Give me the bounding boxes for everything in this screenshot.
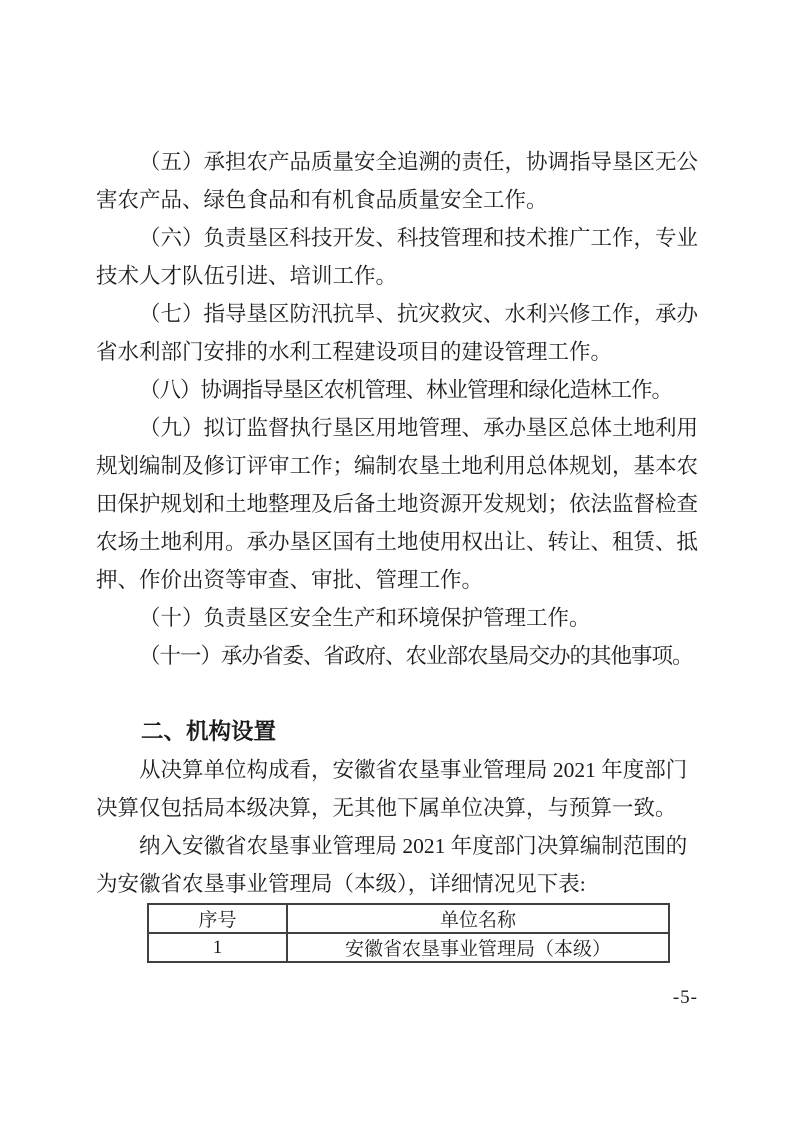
text-line: （五）承担农产品质量安全追溯的责任，协调指导垦区无公 [139,150,699,174]
paragraph-duty-6 [96,219,736,295]
text-line: 从决算单位构成看，安徽省农垦事业管理局 2021 年度部门 [139,758,688,782]
text-line: （九）拟订监督执行垦区用地管理、承办垦区总体土地利用 [139,416,699,440]
text-line: （八）协调指导垦区农机管理、林业管理和绿化造林工作。 [139,378,673,402]
text-line: 农场土地利用。承办垦区国有土地使用权出让、转让、租赁、抵 [96,530,699,554]
text-line: （十）负责垦区安全生产和环境保护管理工作。 [139,606,591,630]
paragraph-duty-9 [96,409,736,599]
text-line: 技术人才队伍引进、培训工作。 [96,264,398,288]
text-line: （六）负责垦区科技开发、科技管理和技术推广工作，专业 [139,226,699,250]
col-header-serial-number: 序号 [148,904,287,933]
text-line: 押、作价出资等审查、审批、管理工作。 [96,568,484,592]
paragraph-duty-10 [96,599,736,637]
paragraph-duty-7 [96,295,736,371]
table-header-row [148,904,669,933]
text-line: 决算仅包括局本级决算，无其他下属单位决算，与预算一致。 [96,796,677,820]
page-number: -5- [672,987,698,1008]
text-line: 害农产品、绿色食品和有机食品质量安全工作。 [96,188,548,212]
section-heading: 二、机构设置 [141,719,277,744]
paragraph-budget-scope [96,827,736,903]
document-body [96,143,736,963]
text-line: （七）指导垦区防汛抗旱、抗灾救灾、水利兴修工作，承办 [139,302,699,326]
units-table [147,903,670,963]
text-line: 省水利部门安排的水利工程建设项目的建设管理工作。 [96,340,613,364]
text-line: 田保护规划和土地整理及后备土地资源开发规划；依法监督检查 [96,492,699,516]
text-line: （十一）承办省委、省政府、农业部农垦局交办的其他事项。 [139,644,693,668]
cell-unit-name: 安徽省农垦事业管理局（本级） [287,933,669,962]
text-line: 为安徽省农垦事业管理局（本级），详细情况见下表: [96,872,586,896]
text-line: 规划编制及修订评审工作；编制农垦土地利用总体规划，基本农 [96,454,699,478]
cell-serial-number: 1 [148,933,287,962]
col-header-unit-name: 单位名称 [287,904,669,933]
table-row [148,933,669,962]
text-line: 纳入安徽省农垦事业管理局 2021 年度部门决算编制范围的 [139,834,688,858]
paragraph-duty-8 [96,371,736,409]
paragraph-duty-11 [96,637,736,675]
paragraph-duty-5 [96,143,736,219]
paragraph-budget-composition [96,751,736,827]
